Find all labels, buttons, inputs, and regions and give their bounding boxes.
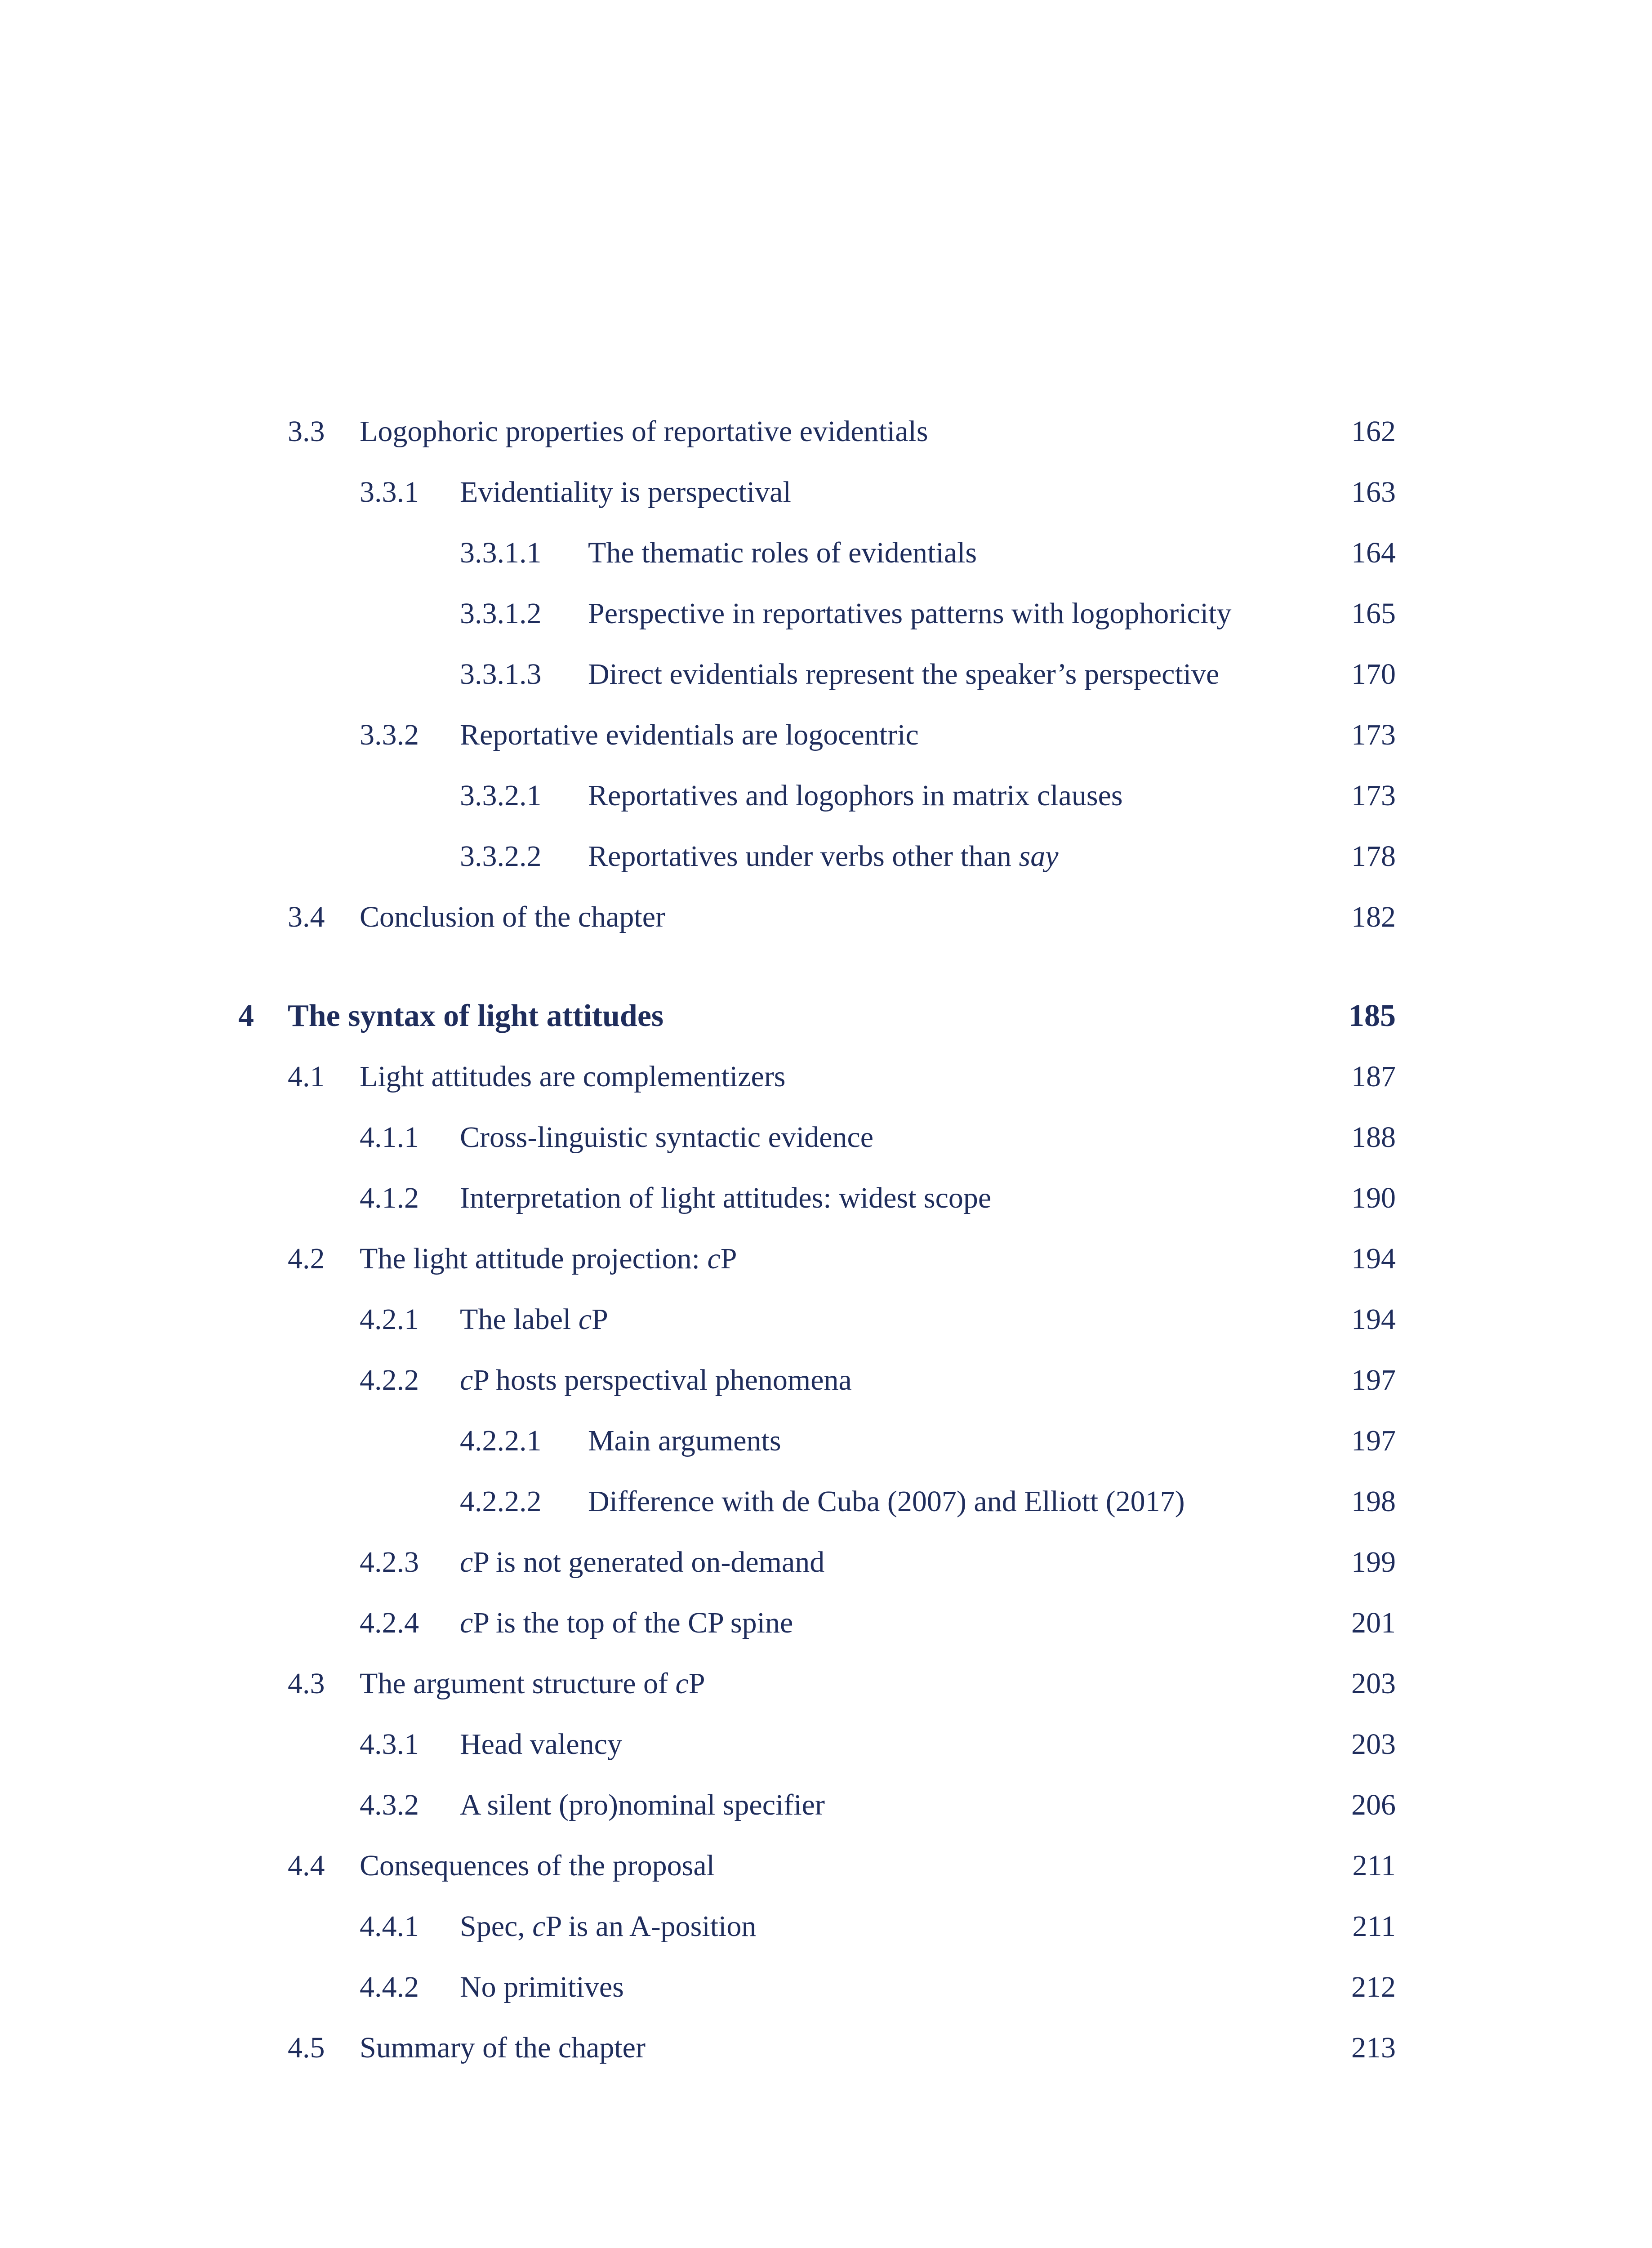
toc-entry[interactable] (0, 892, 1652, 942)
entry-title (460, 1356, 852, 1405)
entry-title-text: The argument structure of (360, 1667, 668, 1700)
entry-number: 3.3.1.1 (460, 536, 542, 569)
entry-title (360, 1659, 705, 1708)
entry-title (460, 1902, 756, 1951)
entry-number: 4 (238, 999, 254, 1033)
entry-number: 4.3.2 (360, 1789, 419, 1821)
page-number: 203 (1351, 1728, 1396, 1761)
entry-title (460, 710, 919, 760)
entry-title-tail: P is an A-position (545, 1910, 757, 1943)
page-number: 164 (1351, 536, 1396, 569)
entry-title-text: Conclusion of the chapter (360, 901, 665, 933)
entry-title-text: A silent (pro)nominal specifier (460, 1789, 825, 1821)
entry-title-text: The light attitude projection: (360, 1242, 700, 1275)
toc-entry[interactable] (0, 1052, 1652, 1102)
page-number: 211 (1352, 1910, 1396, 1943)
toc-entry[interactable] (0, 589, 1652, 638)
entry-title-text: Evidentiality is perspectival (460, 476, 791, 508)
page-number: 194 (1351, 1242, 1396, 1275)
toc-entry[interactable] (0, 528, 1652, 578)
entry-number: 3.4 (288, 901, 325, 933)
entry-title-text: The label (460, 1303, 571, 1336)
entry-number: 4.2.2.1 (460, 1424, 542, 1457)
entry-title-text: Summary of the chapter (360, 2031, 646, 2064)
entry-number: 3.3.2.2 (460, 840, 542, 873)
entry-number: 4.2.2 (360, 1364, 419, 1396)
toc-entry[interactable] (0, 1356, 1652, 1405)
page-number: 201 (1351, 1606, 1396, 1639)
entry-title (588, 650, 1219, 699)
toc-entry[interactable] (0, 1538, 1652, 1587)
entry-title (460, 1173, 991, 1223)
entry-title (360, 1052, 786, 1102)
toc-entry[interactable] (0, 1113, 1652, 1162)
toc-entry[interactable] (0, 407, 1652, 456)
entry-title-text: The thematic roles of evidentials (588, 536, 977, 569)
entry-number: 3.3.2.1 (460, 779, 542, 812)
entry-title (360, 2023, 646, 2073)
toc-entry[interactable] (0, 1234, 1652, 1284)
entry-title (460, 1295, 608, 1344)
entry-number: 4.4.1 (360, 1910, 419, 1943)
toc-entry[interactable] (0, 1173, 1652, 1223)
entry-title-italic: c (460, 1546, 473, 1579)
entry-number: 4.2.1 (360, 1303, 419, 1336)
entry-title-italic: c (578, 1303, 592, 1336)
entry-title (288, 991, 663, 1041)
toc-entry[interactable] (0, 468, 1652, 517)
entry-title-text: Difference with de Cuba (2007) and Elliott (2017) (588, 1485, 1185, 1518)
entry-number: 4.4.2 (360, 1971, 419, 2003)
entry-title-text: Cross-linguistic syntactic evidence (460, 1121, 874, 1154)
entry-title (588, 1477, 1185, 1526)
entry-title-text: Reportative evidentials are logocentric (460, 718, 919, 751)
page-number: 182 (1351, 901, 1396, 933)
toc-entry[interactable] (0, 1720, 1652, 1769)
toc-entry[interactable] (0, 832, 1652, 881)
page-number: 165 (1351, 597, 1396, 630)
page-number: 206 (1351, 1789, 1396, 1821)
page-number: 178 (1351, 840, 1396, 873)
entry-number: 4.1.1 (360, 1121, 419, 1154)
entry-number: 3.3.1.2 (460, 597, 542, 630)
entry-title-text: Spec, (460, 1910, 525, 1943)
entry-title (360, 1234, 737, 1284)
entry-title-text: Logophoric properties of reportative evidentials (360, 415, 928, 448)
entry-title (588, 528, 977, 578)
entry-title-italic: c (707, 1242, 721, 1275)
entry-title-text: No primitives (460, 1971, 624, 2003)
entry-number: 4.4 (288, 1849, 325, 1882)
page-number: 162 (1351, 415, 1396, 448)
entry-title-text: Consequences of the proposal (360, 1849, 715, 1882)
entry-title-italic: say (1019, 840, 1059, 873)
entry-number: 4.3.1 (360, 1728, 419, 1761)
entry-title-tail: P hosts perspectival phenomena (473, 1364, 852, 1396)
toc-entry[interactable] (0, 2023, 1652, 2073)
entry-title (588, 832, 1059, 881)
page-number: 190 (1351, 1182, 1396, 1214)
entry-title-italic: c (460, 1606, 473, 1639)
entry-number: 4.2.2.2 (460, 1485, 542, 1518)
page-number: 170 (1351, 658, 1396, 691)
entry-title-text: Reportatives and logophors in matrix clauses (588, 779, 1123, 812)
entry-number: 3.3.1.3 (460, 658, 542, 691)
entry-title (460, 1720, 622, 1769)
page-number: 187 (1351, 1060, 1396, 1093)
chapter-entry[interactable] (0, 991, 1652, 1041)
entry-title (588, 589, 1231, 638)
page-number: 163 (1351, 476, 1396, 508)
entry-title-italic: c (532, 1910, 546, 1943)
page-number: 211 (1352, 1849, 1396, 1882)
entry-title-text: Head valency (460, 1728, 622, 1761)
toc-entry[interactable] (0, 650, 1652, 699)
entry-number: 4.5 (288, 2031, 325, 2064)
entry-title (588, 771, 1123, 821)
entry-title (360, 892, 665, 942)
entry-title-text: The syntax of light attitudes (288, 999, 664, 1033)
entry-number: 4.1 (288, 1060, 325, 1093)
entry-title-text: Interpretation of light attitudes: widest scope (460, 1182, 992, 1214)
page-number: 199 (1351, 1546, 1396, 1579)
entry-number: 4.3 (288, 1667, 325, 1700)
toc-entry[interactable] (0, 771, 1652, 821)
page-number: 197 (1351, 1364, 1396, 1396)
toc-entry[interactable] (0, 1780, 1652, 1830)
entry-title-text: Reportatives under verbs other than (588, 840, 1012, 873)
entry-title-tail: P is not generated on-demand (473, 1546, 825, 1579)
page-number: 213 (1351, 2031, 1396, 2064)
toc-entry[interactable] (0, 1598, 1652, 1648)
entry-title-text: Light attitudes are complementizers (360, 1060, 786, 1093)
entry-number: 4.2.4 (360, 1606, 419, 1639)
entry-title-text: Perspective in reportatives patterns with logophoricity (588, 597, 1232, 630)
entry-title (360, 407, 928, 456)
entry-title (460, 1963, 624, 2012)
toc-entry[interactable] (0, 710, 1652, 760)
page-number: 197 (1351, 1424, 1396, 1457)
toc-entry[interactable] (0, 1841, 1652, 1891)
entry-title (460, 1598, 793, 1648)
toc-entry[interactable] (0, 1477, 1652, 1526)
entry-title (460, 1113, 873, 1162)
entry-number: 3.3 (288, 415, 325, 448)
page-number: 198 (1351, 1485, 1396, 1518)
entry-number: 4.1.2 (360, 1182, 419, 1214)
entry-title-text: Direct evidentials represent the speaker’s perspective (588, 658, 1220, 691)
entry-number: 3.3.1 (360, 476, 419, 508)
page-number: 173 (1351, 779, 1396, 812)
page-number: 188 (1351, 1121, 1396, 1154)
entry-title-italic: c (675, 1667, 689, 1700)
toc-entry[interactable] (0, 1963, 1652, 2012)
entry-number: 4.2 (288, 1242, 325, 1275)
entry-title (360, 1841, 715, 1891)
entry-number: 4.2.3 (360, 1546, 419, 1579)
toc-entry[interactable] (0, 1902, 1652, 1951)
entry-title (460, 1780, 825, 1830)
page-number: 212 (1351, 1971, 1396, 2003)
page-number: 173 (1351, 718, 1396, 751)
entry-title-tail: P (688, 1667, 705, 1700)
page-number: 194 (1351, 1303, 1396, 1336)
page-number: 203 (1351, 1667, 1396, 1700)
entry-title (460, 1538, 824, 1587)
entry-title-tail: P (720, 1242, 737, 1275)
entry-title-text: Main arguments (588, 1424, 781, 1457)
page-number: 185 (1349, 999, 1396, 1033)
entry-title (460, 468, 791, 517)
toc-entry[interactable] (0, 1659, 1652, 1708)
entry-title-tail: P (592, 1303, 608, 1336)
toc-entry[interactable] (0, 1416, 1652, 1466)
entry-title-tail: P is the top of the CP spine (473, 1606, 793, 1639)
entry-number: 3.3.2 (360, 718, 419, 751)
entry-title-italic: c (460, 1364, 473, 1396)
entry-title (588, 1416, 781, 1466)
toc-entry[interactable] (0, 1295, 1652, 1344)
